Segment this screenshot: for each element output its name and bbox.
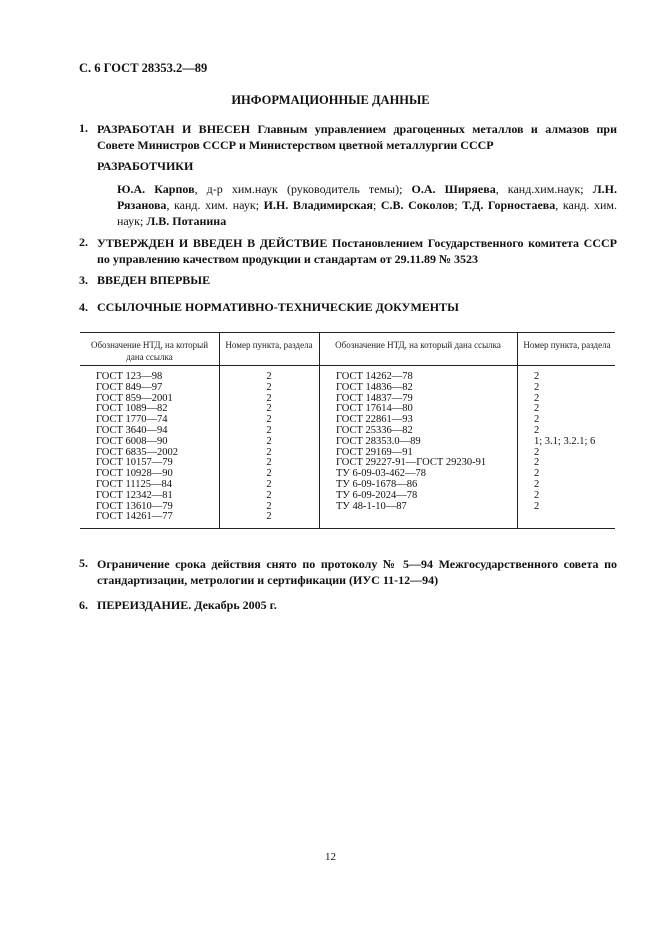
- table-cell-doc: ГОСТ 10157—79: [96, 457, 173, 469]
- header-item-left: Номер пункта, раздела: [225, 340, 313, 350]
- table-cell-item: 2: [534, 381, 540, 393]
- table-cell-item: 2: [266, 403, 272, 415]
- table-cell-item: 2: [266, 489, 272, 501]
- developer-role: , канд.хим.наук;: [495, 182, 593, 196]
- table-cell-item: 2: [266, 446, 272, 458]
- developers-title: РАЗРАБОТЧИКИ: [97, 159, 194, 173]
- section-1-lead: РАЗРАБОТАН И ВНЕСЕН: [97, 122, 251, 136]
- table-cell-item: 2: [266, 478, 272, 490]
- table-cell-item: 2: [534, 468, 540, 480]
- table-cell-item: 2: [266, 424, 272, 436]
- section-6-number: 6.: [79, 598, 88, 612]
- section-1-number: 1.: [79, 121, 88, 135]
- table-cell-item: 2: [266, 435, 272, 447]
- table-cell-doc: ГОСТ 14262—78: [336, 371, 413, 382]
- developer-name: Ю.А. Карпов: [117, 182, 195, 196]
- table-cell-doc: ГОСТ 6835—2002: [96, 446, 179, 458]
- section-4-number: 4.: [79, 300, 88, 314]
- table-cell-item: 2: [266, 381, 272, 393]
- table-cell-doc: ГОСТ 849—97: [96, 381, 163, 393]
- right-item-column: [534, 372, 595, 512]
- table-cell-doc: ГОСТ 13610—79: [96, 500, 173, 512]
- table-cell-doc: ГОСТ 11125—84: [96, 478, 173, 490]
- developer-name: Т.Д. Горностаева: [462, 198, 556, 212]
- table-cell-item: 2: [534, 500, 540, 512]
- table-cell-item: 2: [534, 478, 540, 490]
- page-number: 12: [325, 851, 336, 863]
- table-header-rule: [80, 365, 615, 366]
- section-1: [97, 121, 617, 153]
- section-4-text: ССЫЛОЧНЫЕ НОРМАТИВНО-ТЕХНИЧЕСКИЕ ДОКУМЕНТЫ: [97, 300, 459, 314]
- table-cell-item: 2: [266, 468, 272, 480]
- developer-role: , канд. хим. наук;: [166, 198, 264, 212]
- right-doc-column: [336, 372, 486, 512]
- table-cell-item: 2: [534, 446, 540, 458]
- left-item-column: [219, 372, 319, 523]
- section-2-lead: УТВЕРЖДЕН И ВВЕДЕН В ДЕЙСТВИЕ: [97, 236, 328, 250]
- table-cell-doc: ТУ 48-1-10—87: [336, 500, 407, 512]
- table-cell-doc: ГОСТ 14836—82: [336, 381, 413, 393]
- table-cell-item: 2: [534, 414, 540, 426]
- table-cell-doc: ГОСТ 28353.0—89: [336, 435, 421, 447]
- developer-name: И.Н. Владимирская: [263, 198, 373, 212]
- table-cell-item: 2: [534, 457, 540, 469]
- table-top-rule: [80, 332, 615, 333]
- table-cell-doc: ГОСТ 25336—82: [336, 424, 413, 436]
- table-cell-doc: ГОСТ 29169—91: [336, 446, 413, 458]
- header-doc-right: Обозначение НТД, на который дана ссылка: [335, 340, 501, 350]
- table-cell-item: 2: [534, 489, 540, 501]
- table-cell-doc: ГОСТ 1089—82: [96, 403, 168, 415]
- section-2-number: 2.: [79, 235, 88, 249]
- left-doc-column: [96, 372, 178, 523]
- table-cell-doc: ТУ 6-09-1678—86: [336, 478, 418, 490]
- table-cell-doc: ГОСТ 22861—93: [336, 414, 413, 426]
- table-divider-3: [517, 332, 518, 528]
- header-doc-left: Обозначение НТД, на который дана ссылка: [90, 340, 209, 362]
- section-1-text: Главным управлением драгоценных металлов и алмазов при Совете Министров СССР и Министерством цветной металлургии СССР: [97, 122, 617, 152]
- table-cell-item: 2: [266, 500, 272, 512]
- table-cell-doc: ГОСТ 12342—81: [96, 489, 173, 501]
- table-cell-item: 2: [534, 392, 540, 404]
- section-6-text: ПЕРЕИЗДАНИЕ. Декабрь 2005 г.: [97, 598, 277, 612]
- section-2: [97, 235, 617, 267]
- table-cell-doc: ГОСТ 3640—94: [96, 424, 168, 436]
- section-3-text: ВВЕДЕН ВПЕРВЫЕ: [97, 273, 211, 287]
- table-cell-doc: ТУ 6-09-2024—78: [336, 489, 418, 501]
- developer-role: ;: [372, 198, 381, 212]
- developer-role: , д-р хим.наук (руководитель темы);: [194, 182, 412, 196]
- table-cell-doc: ГОСТ 1770—74: [96, 414, 168, 426]
- table-cell-doc: ГОСТ 859—2001: [96, 392, 173, 404]
- section-2-text: Постановлением Государственного комитета СССР по управлению качеством продукции и стандартам от 29.11.89 № 3523: [97, 236, 617, 266]
- table-cell-item: 2: [266, 392, 272, 404]
- table-cell-item: 2: [534, 403, 540, 415]
- table-cell-doc: ТУ 6-09-03-462—78: [336, 468, 426, 480]
- table-cell-doc: ГОСТ 29227-91—ГОСТ 29230-91: [336, 457, 487, 469]
- table-cell-item: 2: [266, 511, 272, 523]
- table-cell-item: 1; 3.1; 3.2.1; 6: [534, 435, 596, 447]
- developer-name: Л.В. Потанина: [146, 214, 227, 228]
- table-cell-doc: ГОСТ 14837—79: [336, 392, 413, 404]
- table-divider-2: [319, 332, 320, 528]
- developers-list: [117, 181, 617, 229]
- table-cell-item: 2: [534, 371, 540, 382]
- developer-role: , канд. хим. наук;: [117, 198, 617, 228]
- developer-role: ;: [454, 198, 463, 212]
- developer-name: С.В. Соколов: [380, 198, 455, 212]
- table-cell-doc: ГОСТ 6008—90: [96, 435, 168, 447]
- developer-name: Л.Н. Рязанова: [117, 182, 617, 212]
- table-cell-item: 2: [266, 457, 272, 469]
- table-bottom-rule: [80, 528, 615, 529]
- table-cell-doc: ГОСТ 14261—77: [96, 511, 173, 523]
- reference-table: [80, 332, 615, 529]
- table-cell-item: 2: [534, 424, 540, 436]
- table-cell-doc: ГОСТ 17614—80: [336, 403, 413, 415]
- table-cell-item: 2: [266, 414, 272, 426]
- page-header: С. 6 ГОСТ 28353.2—89: [79, 61, 208, 75]
- section-5-number: 5.: [79, 556, 88, 570]
- section-5-text: Ограничение срока действия снято по протоколу № 5—94 Межгосударственного совета по стандартизации, метрологии и сертификации (ИУС 11-12—94): [97, 557, 617, 587]
- header-item-right: Номер пункта, раздела: [523, 340, 611, 350]
- page-title: ИНФОРМАЦИОННЫЕ ДАННЫЕ: [231, 93, 430, 107]
- developer-name: О.А. Ширяева: [411, 182, 496, 196]
- table-cell-item: 2: [266, 371, 272, 382]
- section-3-number: 3.: [79, 273, 88, 287]
- table-cell-doc: ГОСТ 10928—90: [96, 468, 173, 480]
- table-cell-doc: ГОСТ 123—98: [96, 371, 163, 382]
